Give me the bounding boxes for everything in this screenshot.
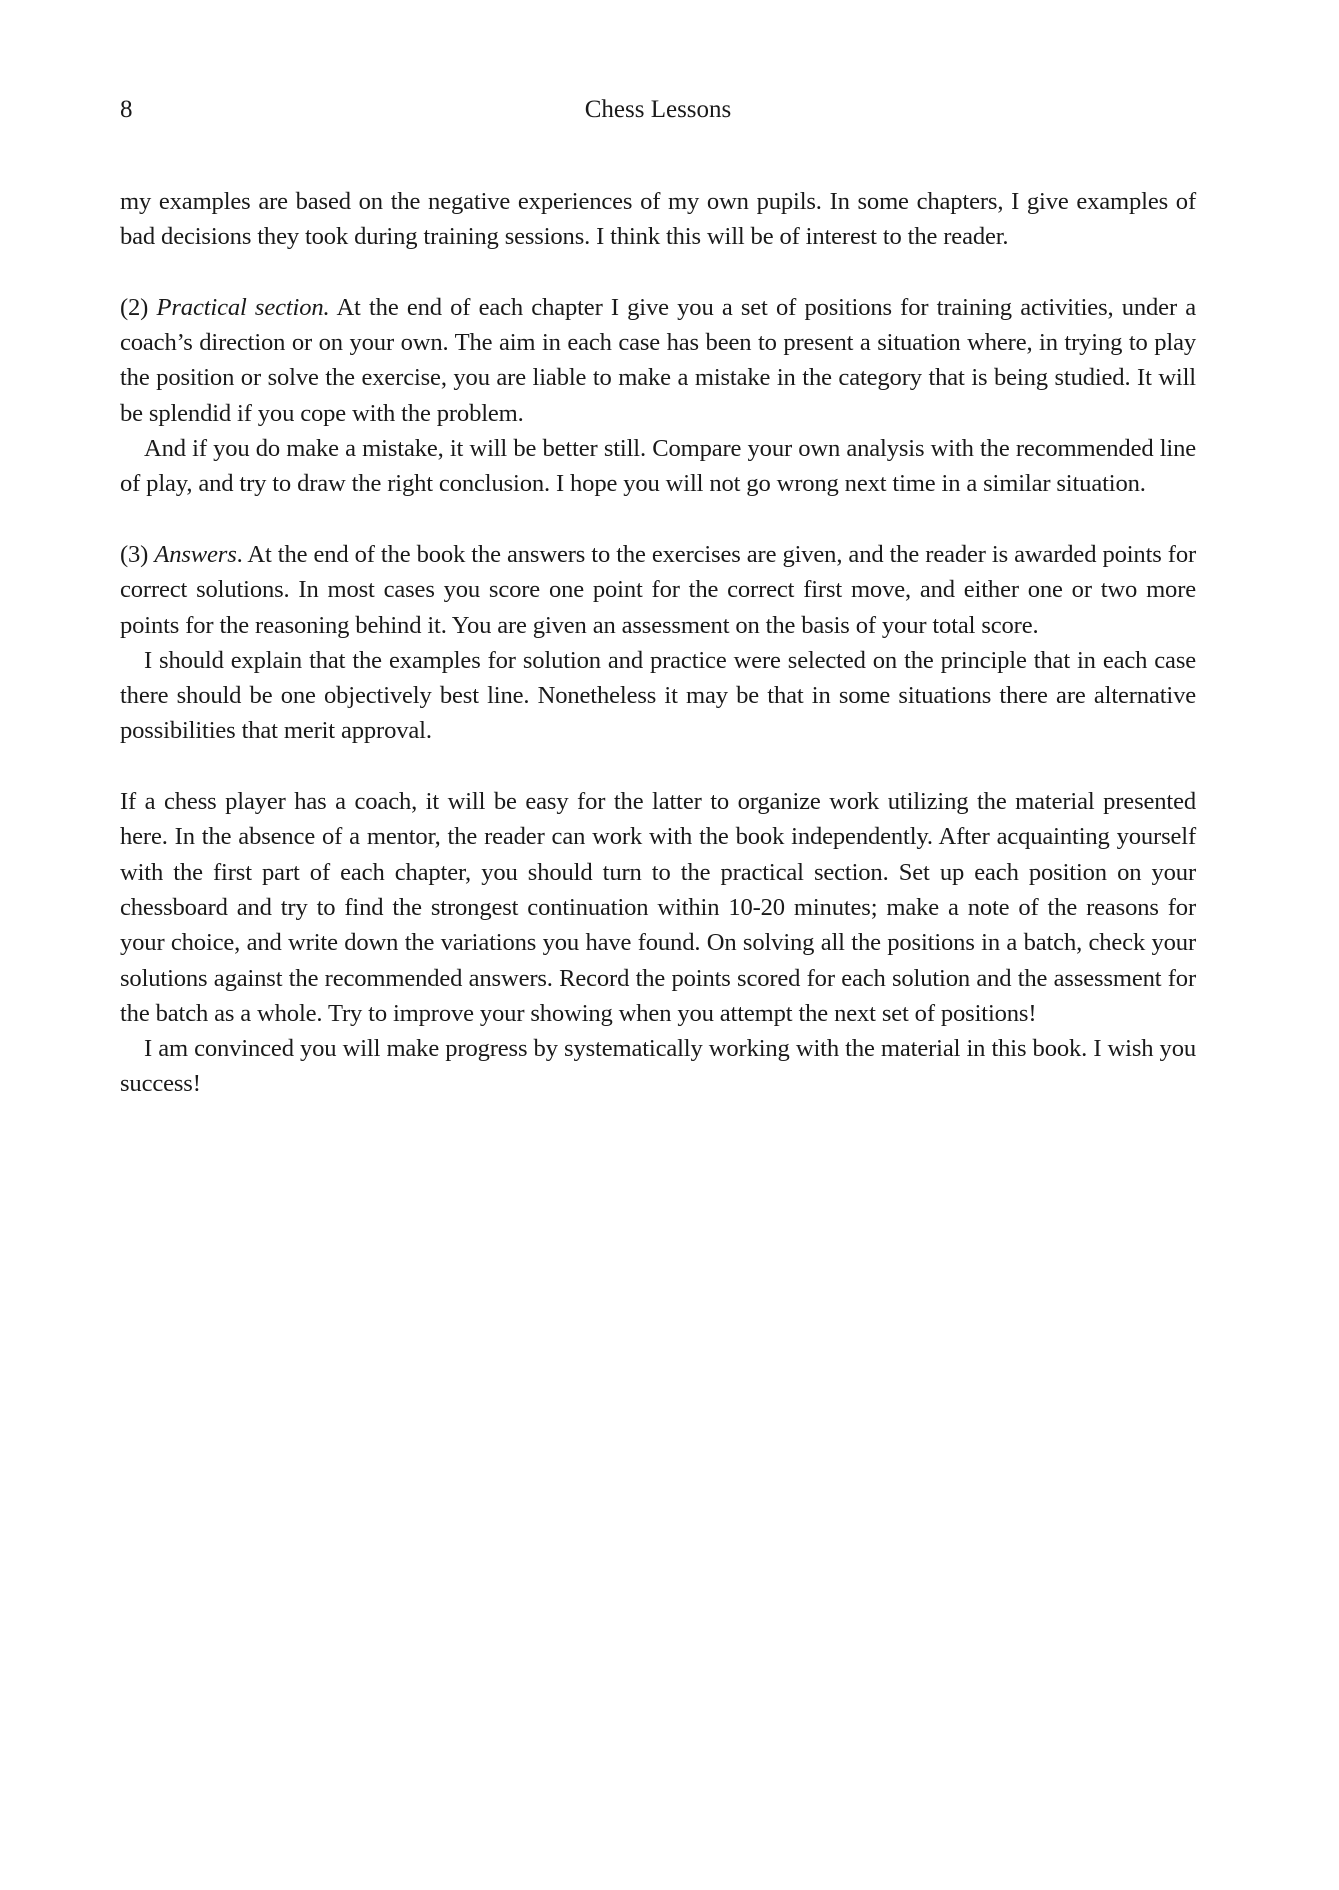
list-number: (3) [120, 540, 149, 568]
section-gap [120, 255, 1196, 290]
paragraph: my examples are based on the negative experiences of my own pupils. In some chapters, I give examples of bad decisions they took during training sessions. I think this will be of interest to the reader. [120, 188, 1196, 251]
list-number: (2) [120, 293, 149, 321]
section-gap [120, 502, 1196, 537]
section-gap [120, 749, 1196, 784]
running-head [120, 92, 1196, 128]
paragraph-text: . At the end of the book the answers to the exercises are given, and the reader is awarded points for correct solutions. In most cases you score one point for the correct first move, and either one or two more points for the reasoning behind it. You are given an assessment on the basis of your total score. [120, 540, 1197, 639]
section-heading: Answers [154, 540, 237, 568]
paragraph-answers [120, 537, 1196, 643]
paragraph: If a chess player has a coach, it will be easy for the latter to organize work utilizing the material presented here. In the absence of a mentor, the reader can work with the book independently. After acquainting yourself with the first part of each chapter, you should turn to the practical section. Set up each position on your chessboard and try to find the strongest continuation within 10-20 minutes; make a note of the reasons for your choice, and write down the variations you have found. On solving all the positions in a batch, check your solutions against the recommended answers. Record the points scored for each solution and the assessment for the batch as a whole. Try to improve your showing when you attempt the next set of positions! [120, 788, 1196, 1027]
section-heading: Practical section. [156, 293, 330, 321]
page-number: 8 [120, 96, 133, 123]
body-text [120, 184, 1196, 1102]
paragraph-practical-section [120, 290, 1196, 431]
running-title: Chess Lessons [584, 96, 732, 123]
paragraph-text: At the end of each chapter I give you a set of positions for training activities, under a coach’s direction or on your own. The aim in each case has been to present a situation where, in trying to play the position or solve the exercise, you are liable to make a mistake in the category that is being studied. It will be splendid if you cope with the problem. [120, 293, 1197, 427]
paragraph: I should explain that the examples for solution and practice were selected on the principle that in each case there should be one objectively best line. Nonetheless it may be that in some situations there are alternative possibilities that merit approval. [120, 646, 1196, 745]
paragraph: And if you do make a mistake, it will be better still. Compare your own analysis with the recommended line of play, and try to draw the right conclusion. I hope you will not go wrong next time in a similar situation. [120, 435, 1196, 498]
book-page [120, 92, 1196, 1102]
paragraph: I am convinced you will make progress by systematically working with the material in this book. I wish you success! [120, 1035, 1196, 1098]
